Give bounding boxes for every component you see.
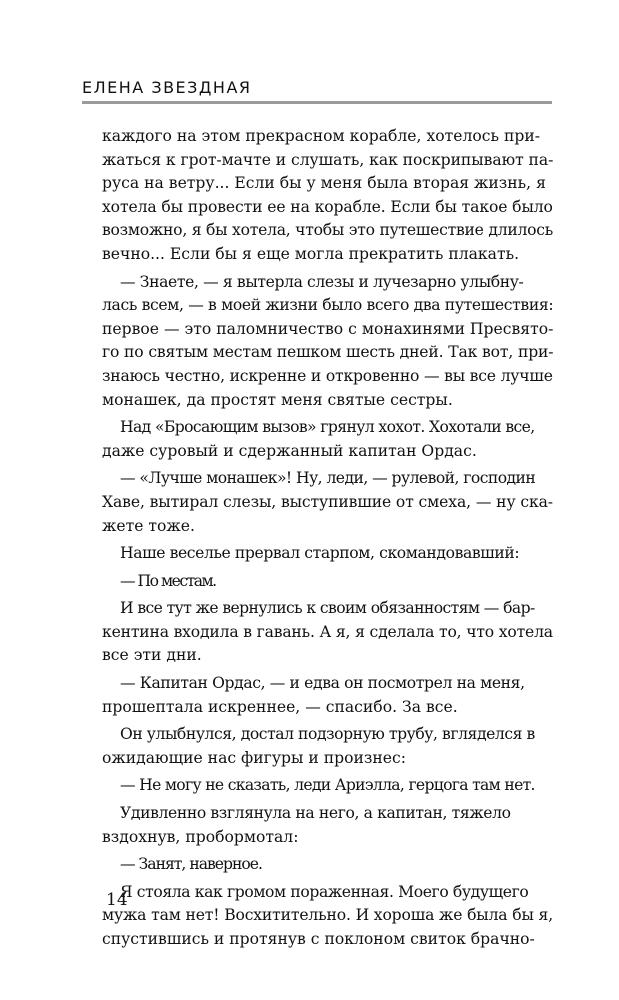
text-line: Хаве, вытирал слезы, выступившие от смеха, — ну ска-	[102, 492, 553, 511]
text-line: даже суровый и сдержанный капитан Ордас.	[102, 441, 477, 460]
text-line: ожидающие нас фигуры и произнес:	[102, 748, 406, 767]
text-line: мужа там нет! Восхитительно. И хороша же была бы я,	[102, 906, 554, 925]
paragraph	[102, 853, 553, 877]
text-line: Удивленно взглянула на него, а капитан, тяжело	[120, 804, 511, 823]
text-line: Наше веселье прервал старпом, скомандовавший:	[120, 544, 520, 563]
text-line: И все тут же вернулись к своим обязанностям — бар-	[120, 599, 535, 618]
text-line: все эти дни.	[102, 646, 202, 665]
text-line: прошептала искреннее, — спасибо. За все.	[102, 697, 458, 716]
page-number: 14	[106, 890, 128, 910]
paragraph	[102, 802, 553, 849]
paragraph	[102, 271, 553, 413]
text-line: кентина входила в гавань. А я, я сделала то, что хотела	[102, 622, 553, 641]
text-line: — Знаете, — я вытерла слезы и лучезарно улыбну-	[120, 272, 524, 291]
text-line: первое — это паломничество с монахинями Пресвято-	[102, 319, 554, 338]
text-line: вечно... Если бы я еще могла прекратить плакать.	[102, 244, 520, 263]
text-line: Над «Бросающим вызов» грянул хохот. Хохотали все,	[120, 418, 535, 437]
text-line: — Капитан Ордас, — и едва он посмотрел на меня,	[120, 674, 525, 693]
text-line: знаюсь честно, искренне и откровенно — вы все лучше	[102, 366, 553, 385]
paragraph	[102, 467, 553, 538]
author-name: ЕЛЕНА ЗВЕЗДНАЯ	[82, 78, 252, 97]
text-line: хотела бы провести ее на корабле. Если бы такое было	[102, 197, 553, 216]
text-line: руса на ветру... Если бы у меня была вторая жизнь, я	[102, 174, 546, 193]
text-line: — Не могу не сказать, леди Ариэлла, герцога там нет.	[120, 776, 535, 795]
paragraph	[102, 570, 553, 594]
page-body	[102, 125, 553, 956]
paragraph	[102, 774, 553, 798]
text-line: — Занят, наверное.	[120, 855, 262, 874]
text-line: — По местам.	[120, 571, 216, 590]
text-line: жете тоже.	[102, 516, 195, 535]
text-line: Я стояла как громом пораженная. Моего будущего	[120, 882, 529, 901]
paragraph	[102, 881, 553, 952]
text-line: жаться к грот-мачте и слушать, как поскрипывают па-	[102, 150, 554, 169]
paragraph	[102, 597, 553, 668]
paragraph	[102, 542, 553, 566]
text-line: го по святым местам пешком шесть дней. Так вот, при-	[102, 343, 554, 362]
running-header	[82, 78, 552, 104]
paragraph	[102, 723, 553, 770]
paragraph	[102, 125, 553, 267]
text-line: лась всем, — в моей жизни было всего два путешествия:	[102, 296, 554, 315]
text-line: вздохнув, пробормотал:	[102, 827, 299, 846]
text-line: возможно, я бы хотела, чтобы это путешествие длилось	[102, 221, 554, 240]
text-line: Он улыбнулся, достал подзорную трубу, вгляделся в	[120, 725, 535, 744]
header-rule	[82, 101, 552, 104]
paragraph	[102, 672, 553, 719]
paragraph	[102, 416, 553, 463]
text-line: — «Лучше монашек»! Ну, леди, — рулевой, господин	[120, 469, 536, 488]
text-line: спустившись и протянув с поклоном свиток брачно-	[102, 930, 535, 948]
text-line: каждого на этом прекрасном корабле, хотелось при-	[102, 127, 541, 145]
text-line: монашек, да простят меня святые сестры.	[102, 390, 453, 409]
